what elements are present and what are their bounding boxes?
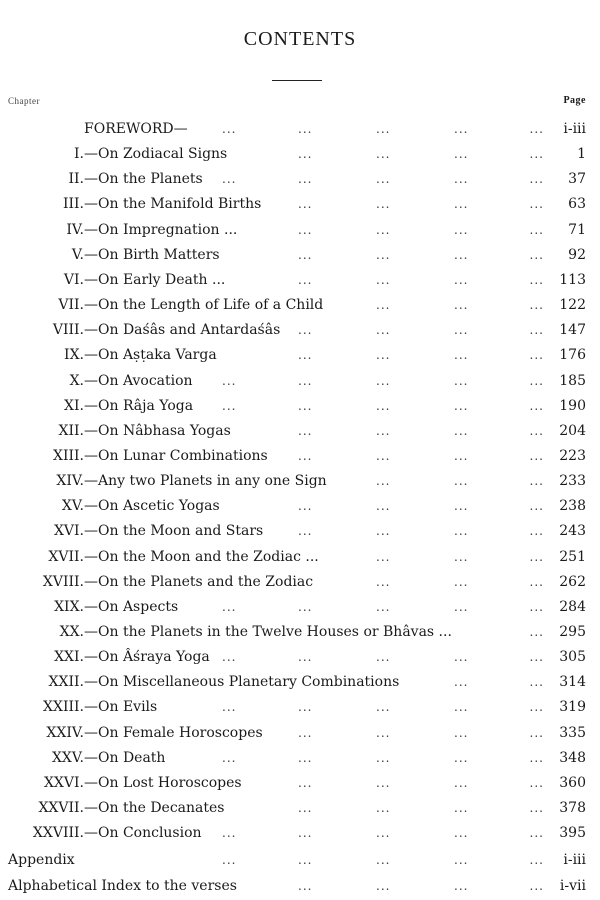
leader-dots: ... xyxy=(454,474,469,489)
appendix-entry xyxy=(0,875,600,897)
toc-entry xyxy=(0,571,600,593)
leader-dots: ... xyxy=(529,247,544,262)
chapter-number: XVI. xyxy=(53,523,84,540)
leader-dots: ... xyxy=(376,524,391,539)
appendix-title: Alphabetical Index to the verses xyxy=(8,877,237,894)
leader-dots: ... xyxy=(529,549,544,564)
toc-entry xyxy=(0,420,600,442)
leader-dots: ... xyxy=(298,725,313,740)
page-column-heading: Page xyxy=(563,95,586,106)
leader-dots: ... xyxy=(222,122,237,136)
leader-dots: ... xyxy=(376,272,391,287)
leader-dots: ... xyxy=(454,222,469,237)
chapter-title: —On the Manifold Births xyxy=(84,196,262,213)
chapter-number: III. xyxy=(62,196,84,213)
toc-entry xyxy=(0,294,600,316)
page-number: 37 xyxy=(568,171,586,188)
chapter-title: FOREWORD— xyxy=(84,121,188,137)
leader-dots: ... xyxy=(529,826,544,841)
leader-dots: ... xyxy=(454,323,469,338)
toc-entry xyxy=(0,696,600,718)
page-number: 305 xyxy=(559,649,586,666)
toc-entry xyxy=(0,143,600,165)
leader-dots: ... xyxy=(222,373,237,388)
leader-dots: ... xyxy=(529,222,544,237)
leader-dots: ... xyxy=(298,222,313,237)
leader-dots: ... xyxy=(529,878,544,893)
leader-dots: ... xyxy=(376,474,391,489)
leader-dots: ... xyxy=(298,878,313,893)
toc-entry xyxy=(0,621,600,643)
leader-dots: ... xyxy=(376,599,391,614)
chapter-title: —On Âśraya Yoga xyxy=(84,649,210,666)
page-number: 348 xyxy=(559,749,586,766)
leader-dots: ... xyxy=(222,172,237,187)
leader-dots: ... xyxy=(454,574,469,589)
leader-dots: ... xyxy=(454,826,469,841)
leader-dots: ... xyxy=(298,348,313,363)
leader-dots: ... xyxy=(376,298,391,313)
leader-dots: ... xyxy=(298,323,313,338)
chapter-number: XXVIII. xyxy=(32,825,84,842)
chapter-number: XV. xyxy=(61,498,84,515)
leader-dots: ... xyxy=(298,423,313,438)
chapter-title: —On Aspects xyxy=(84,598,179,615)
chapter-number: V. xyxy=(71,246,84,263)
leader-dots: ... xyxy=(376,247,391,262)
page-number: 185 xyxy=(559,372,586,389)
toc-entry xyxy=(0,772,600,794)
page-number: 360 xyxy=(559,774,586,791)
page-number: 223 xyxy=(559,447,586,464)
chapter-number: XXV. xyxy=(51,749,84,766)
leader-dots: ... xyxy=(298,147,313,162)
toc-entry xyxy=(0,495,600,517)
leader-dots: ... xyxy=(298,247,313,262)
chapter-title: —On Ascetic Yogas xyxy=(84,498,220,515)
leader-dots: ... xyxy=(222,398,237,413)
chapter-number: X. xyxy=(69,372,84,389)
leader-dots: ... xyxy=(529,775,544,790)
chapter-number: XXI. xyxy=(54,649,84,666)
chapter-title: —On the Length of Life of a Child xyxy=(84,297,324,314)
chapter-number: XXVI. xyxy=(43,774,84,791)
page-number: 233 xyxy=(559,473,586,490)
chapter-title: —On Miscellaneous Planetary Combinations xyxy=(84,674,400,691)
leader-dots: ... xyxy=(529,147,544,162)
leader-dots: ... xyxy=(298,700,313,715)
chapter-title: —On Nâbhasa Yogas xyxy=(84,422,231,439)
chapter-number: XIX. xyxy=(54,598,84,615)
leader-dots: ... xyxy=(454,373,469,388)
leader-dots: ... xyxy=(222,599,237,614)
leader-dots: ... xyxy=(222,750,237,765)
chapter-number: VIII. xyxy=(52,322,84,339)
leader-dots: ... xyxy=(454,147,469,162)
leader-dots: ... xyxy=(529,599,544,614)
toc-entry xyxy=(0,747,600,769)
leader-dots: ... xyxy=(376,826,391,841)
leader-dots: ... xyxy=(376,725,391,740)
leader-dots: ... xyxy=(376,423,391,438)
leader-dots: ... xyxy=(376,373,391,388)
page-number: 319 xyxy=(559,699,586,716)
leader-dots: ... xyxy=(529,197,544,212)
leader-dots: ... xyxy=(529,373,544,388)
toc-entry xyxy=(0,797,600,819)
leader-dots: ... xyxy=(376,172,391,187)
leader-dots: ... xyxy=(529,650,544,665)
chapter-number: XIV. xyxy=(56,473,84,490)
chapter-title: —On Conclusion xyxy=(84,825,202,842)
leader-dots: ... xyxy=(376,348,391,363)
toc-entry xyxy=(0,244,600,266)
leader-dots: ... xyxy=(529,448,544,463)
page-number: 238 xyxy=(559,498,586,515)
page-number: 295 xyxy=(559,624,586,640)
leader-dots: ... xyxy=(529,423,544,438)
leader-dots: ... xyxy=(298,373,313,388)
chapter-title: —On Birth Matters xyxy=(84,246,220,263)
chapter-number: II. xyxy=(68,171,84,188)
leader-dots: ... xyxy=(529,323,544,338)
toc-entry xyxy=(0,470,600,492)
toc-entry xyxy=(0,722,600,744)
toc-entry xyxy=(0,546,600,568)
leader-dots: ... xyxy=(298,524,313,539)
chapter-title: —On the Planets and the Zodiac xyxy=(84,573,314,590)
page-title: CONTENTS xyxy=(243,28,357,50)
page-number: 262 xyxy=(559,573,586,590)
leader-dots: ... xyxy=(454,298,469,313)
chapter-title: —On Zodiacal Signs xyxy=(84,146,228,163)
leader-dots: ... xyxy=(454,750,469,765)
toc-entry xyxy=(0,269,600,291)
leader-dots: ... xyxy=(376,222,391,237)
leader-dots: ... xyxy=(454,448,469,463)
leader-dots: ... xyxy=(529,700,544,715)
page-number: 122 xyxy=(559,297,586,314)
leader-dots: ... xyxy=(298,801,313,816)
chapter-number: XVII. xyxy=(48,548,84,565)
leader-dots: ... xyxy=(454,272,469,287)
page-number: 284 xyxy=(559,598,586,615)
chapter-number: VII. xyxy=(58,297,84,314)
leader-dots: ... xyxy=(529,499,544,514)
leader-dots: ... xyxy=(298,172,313,187)
toc-entry xyxy=(0,445,600,467)
leader-dots: ... xyxy=(298,398,313,413)
leader-dots: ... xyxy=(376,549,391,564)
leader-dots: ... xyxy=(376,700,391,715)
leader-dots: ... xyxy=(529,122,544,136)
leader-dots: ... xyxy=(298,599,313,614)
page-number: 378 xyxy=(559,800,586,817)
toc-entry xyxy=(0,395,600,417)
page-number: 190 xyxy=(559,397,586,414)
leader-dots: ... xyxy=(454,423,469,438)
leader-dots: ... xyxy=(529,524,544,539)
leader-dots: ... xyxy=(298,197,313,212)
leader-dots: ... xyxy=(298,122,313,136)
leader-dots: ... xyxy=(222,650,237,665)
leader-dots: ... xyxy=(376,574,391,589)
page-number: 395 xyxy=(559,825,586,842)
appendix-title: Appendix xyxy=(8,852,75,869)
page-number: 243 xyxy=(559,523,586,540)
page-number: 176 xyxy=(559,347,586,364)
chapter-title: —On the Planets xyxy=(84,171,203,188)
chapter-title: —On Early Death ... xyxy=(84,271,226,288)
chapter-title: —On Evils xyxy=(84,699,158,716)
leader-dots: ... xyxy=(529,272,544,287)
chapter-title: —Any two Planets in any one Sign xyxy=(84,473,327,490)
chapter-title: —On the Moon and Stars xyxy=(84,523,264,540)
leader-dots: ... xyxy=(529,574,544,589)
page-number: 335 xyxy=(559,724,586,741)
leader-dots: ... xyxy=(376,499,391,514)
chapter-number: XX. xyxy=(59,624,84,640)
leader-dots: ... xyxy=(222,853,237,868)
chapter-number: I. xyxy=(74,146,84,163)
leader-dots: ... xyxy=(454,197,469,212)
chapter-number: XII. xyxy=(58,422,84,439)
chapter-title: —On the Decanates xyxy=(84,800,225,817)
leader-dots: ... xyxy=(529,750,544,765)
chapter-title: —On Lunar Combinations xyxy=(84,447,268,464)
leader-dots: ... xyxy=(454,549,469,564)
page-number: 251 xyxy=(559,548,586,565)
page-number: 63 xyxy=(568,196,586,213)
leader-dots: ... xyxy=(376,750,391,765)
leader-dots: ... xyxy=(454,247,469,262)
leader-dots: ... xyxy=(376,775,391,790)
leader-dots: ... xyxy=(376,448,391,463)
toc-entry xyxy=(0,319,600,341)
chapter-title: —On Aṣṭaka Varga xyxy=(84,347,217,364)
leader-dots: ... xyxy=(454,650,469,665)
leader-dots: ... xyxy=(529,725,544,740)
leader-dots: ... xyxy=(454,499,469,514)
leader-dots: ... xyxy=(298,448,313,463)
leader-dots: ... xyxy=(376,323,391,338)
toc-entry xyxy=(0,344,600,366)
toc-entry xyxy=(0,671,600,693)
leader-dots: ... xyxy=(529,853,544,868)
page-number: i-vii xyxy=(559,877,586,894)
chapter-number: IV. xyxy=(66,221,84,238)
chapter-title: —On Lost Horoscopes xyxy=(84,774,242,791)
page-number: i-iii xyxy=(563,852,586,869)
chapter-number: XXVII. xyxy=(38,800,84,817)
leader-dots: ... xyxy=(529,398,544,413)
leader-dots: ... xyxy=(454,122,469,136)
leader-dots: ... xyxy=(376,398,391,413)
chapter-title: —On Avocation xyxy=(84,372,193,389)
chapter-title: —On Female Horoscopes xyxy=(84,724,263,741)
chapter-column-heading: Chapter xyxy=(8,96,40,106)
leader-dots: ... xyxy=(454,398,469,413)
leader-dots: ... xyxy=(529,474,544,489)
page-number: 92 xyxy=(568,246,586,263)
leader-dots: ... xyxy=(298,750,313,765)
chapter-number: VI. xyxy=(63,271,84,288)
toc-entry xyxy=(0,118,600,140)
toc-entry xyxy=(0,822,600,844)
chapter-title: —On the Moon and the Zodiac ... xyxy=(84,548,319,565)
toc-entry xyxy=(0,219,600,241)
leader-dots: ... xyxy=(529,625,544,639)
chapter-title: —On Daśâs and Antardaśâs xyxy=(84,322,281,339)
page-number: 113 xyxy=(559,271,586,288)
page-number: 314 xyxy=(559,674,586,691)
toc-entry xyxy=(0,193,600,215)
leader-dots: ... xyxy=(529,675,544,690)
leader-dots: ... xyxy=(454,700,469,715)
chapter-title: —On Death xyxy=(84,749,166,766)
toc-entry xyxy=(0,168,600,190)
leader-dots: ... xyxy=(454,878,469,893)
chapter-number: XXIV. xyxy=(46,724,84,741)
chapter-number: XXII. xyxy=(48,674,84,691)
leader-dots: ... xyxy=(454,801,469,816)
leader-dots: ... xyxy=(376,878,391,893)
leader-dots: ... xyxy=(454,524,469,539)
page-number: 204 xyxy=(559,422,586,439)
toc-entry xyxy=(0,520,600,542)
leader-dots: ... xyxy=(529,172,544,187)
chapter-title: —On Râja Yoga xyxy=(84,397,194,414)
leader-dots: ... xyxy=(454,348,469,363)
leader-dots: ... xyxy=(454,599,469,614)
chapter-number: XXIII. xyxy=(43,699,84,716)
leader-dots: ... xyxy=(376,853,391,868)
leader-dots: ... xyxy=(298,853,313,868)
leader-dots: ... xyxy=(376,650,391,665)
leader-dots: ... xyxy=(454,172,469,187)
page-number: 71 xyxy=(568,221,586,238)
leader-dots: ... xyxy=(222,826,237,841)
leader-dots: ... xyxy=(376,122,391,136)
page-number: i-iii xyxy=(563,121,586,137)
page-number: 1 xyxy=(577,146,586,163)
leader-dots: ... xyxy=(298,826,313,841)
toc-entry xyxy=(0,596,600,618)
leader-dots: ... xyxy=(454,775,469,790)
leader-dots: ... xyxy=(376,801,391,816)
leader-dots: ... xyxy=(454,725,469,740)
leader-dots: ... xyxy=(298,650,313,665)
leader-dots: ... xyxy=(529,348,544,363)
leader-dots: ... xyxy=(529,298,544,313)
page-number: 147 xyxy=(559,322,586,339)
chapter-number: XI. xyxy=(64,397,84,414)
leader-dots: ... xyxy=(454,853,469,868)
leader-dots: ... xyxy=(454,675,469,690)
leader-dots: ... xyxy=(376,147,391,162)
chapter-number: XVIII. xyxy=(42,573,84,590)
leader-dots: ... xyxy=(529,801,544,816)
appendix-entry xyxy=(0,849,600,871)
leader-dots: ... xyxy=(298,499,313,514)
chapter-title: —On Impregnation ... xyxy=(84,221,238,238)
leader-dots: ... xyxy=(298,272,313,287)
leader-dots: ... xyxy=(222,700,237,715)
toc-entry xyxy=(0,646,600,668)
chapter-number: IX. xyxy=(64,347,84,364)
leader-dots: ... xyxy=(376,197,391,212)
leader-dots: ... xyxy=(298,775,313,790)
chapter-number: XIII. xyxy=(52,447,84,464)
chapter-title: —On the Planets in the Twelve Houses or Bhâvas ... xyxy=(84,624,452,640)
toc-entry xyxy=(0,370,600,392)
